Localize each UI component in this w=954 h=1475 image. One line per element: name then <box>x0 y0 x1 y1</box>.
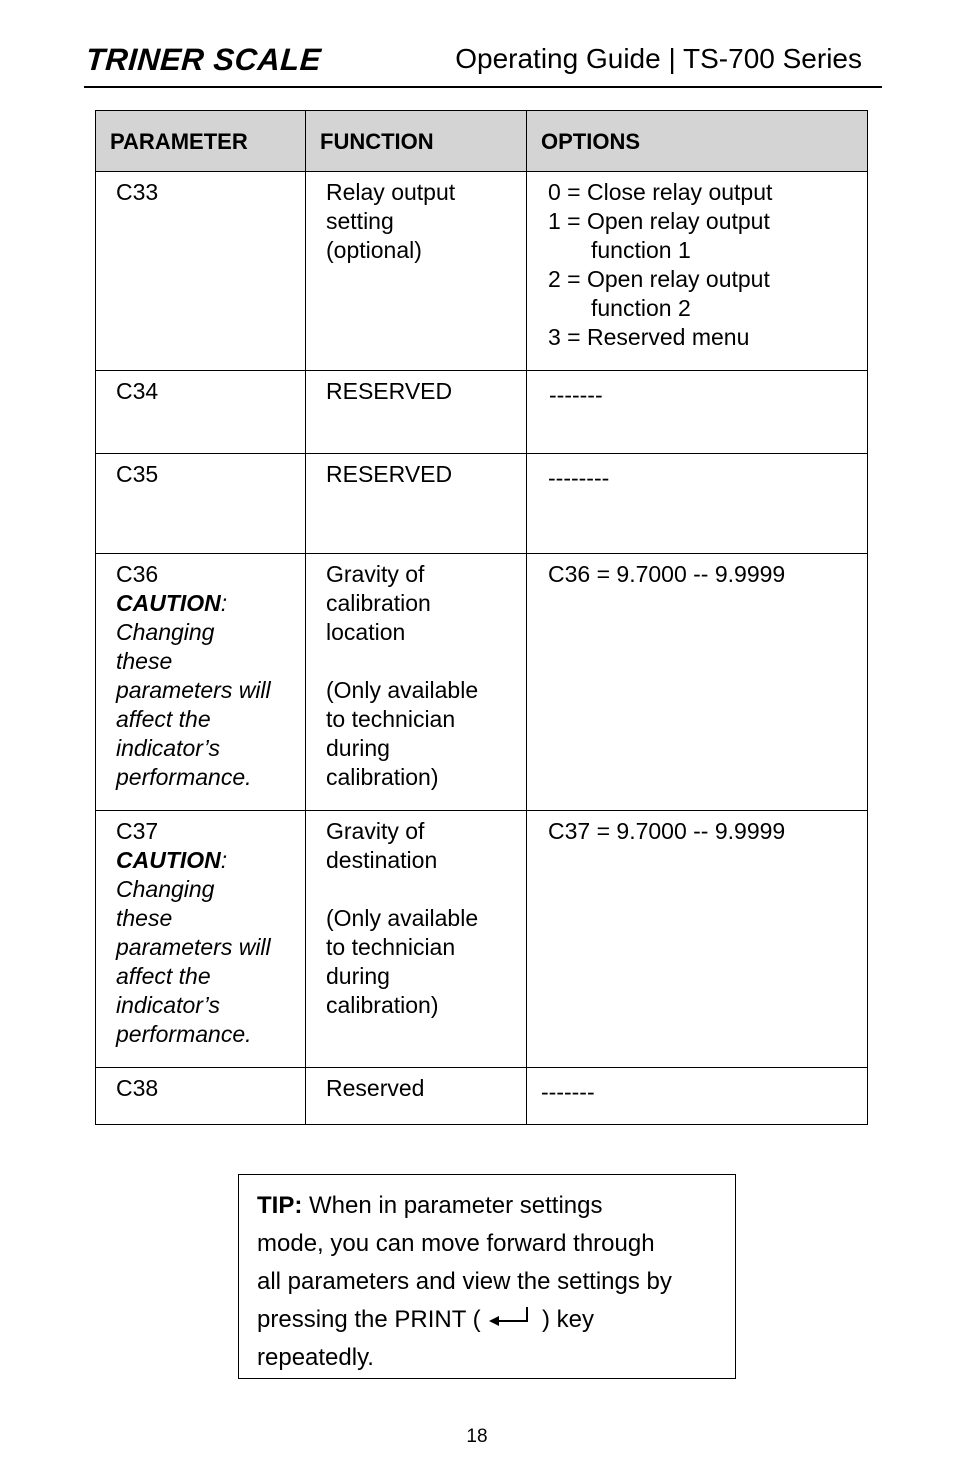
page-number: 18 <box>466 1426 488 1447</box>
tip-text: When in parameter settings <box>302 1192 603 1219</box>
options-value: ------- <box>541 1079 595 1105</box>
options-cell <box>527 454 868 554</box>
column-header-options: OPTIONS <box>527 111 868 172</box>
enter-arrow-icon <box>487 1304 535 1330</box>
parameter-cell: C35 <box>96 454 306 554</box>
guide-title: Operating Guide | TS-700 Series <box>455 43 862 74</box>
tip-text: all parameters and view the settings by <box>257 1268 672 1295</box>
options-cell <box>527 1068 868 1125</box>
function-cell: RESERVED <box>306 454 527 554</box>
page-header <box>84 40 882 88</box>
options-cell: C36 = 9.7000 -- 9.9999 <box>527 554 868 811</box>
table-header-row <box>96 111 868 172</box>
parameter-cell: C33 <box>96 172 306 371</box>
options-value: -------- <box>548 465 610 491</box>
parameter-table <box>95 110 868 1125</box>
option-line: 3 = Reserved menu <box>548 324 750 350</box>
parameter-cell: C36 CAUTION: Changing these parameters will affect the indicator’s performance. <box>96 554 306 811</box>
parameter-code: C37 <box>116 818 159 844</box>
tip-text: repeatedly. <box>257 1344 374 1371</box>
option-continuation: function 1 <box>591 237 691 263</box>
parameter-cell: C34 <box>96 371 306 454</box>
table-row <box>96 554 868 811</box>
options-cell <box>527 371 868 454</box>
caution-label: CAUTION <box>116 847 221 873</box>
function-cell: Gravity of calibration location (Only available to technician during calibration) <box>306 554 527 811</box>
tip-label: TIP: <box>257 1192 303 1219</box>
brand-logo: TRINER SCALE <box>84 42 323 77</box>
tip-text: ) key <box>541 1306 594 1333</box>
function-cell: Reserved <box>306 1068 527 1125</box>
caution-text: Changing these parameters will affect the indicator’s performance. <box>116 619 271 790</box>
options-value: ------- <box>549 382 603 408</box>
table-row <box>96 371 868 454</box>
parameter-cell: C37 CAUTION: Changing these parameters will affect the indicator’s performance. <box>96 811 306 1068</box>
table-row <box>96 172 868 371</box>
parameter-code: C36 <box>116 561 159 587</box>
column-header-function: FUNCTION <box>306 111 527 172</box>
table-row <box>96 1068 868 1125</box>
option-line: 2 = Open relay output <box>548 266 770 292</box>
function-cell: Relay output setting (optional) <box>306 172 527 371</box>
option-line: 0 = Close relay output <box>548 179 773 205</box>
caution-label: CAUTION <box>116 590 221 616</box>
tip-box <box>238 1174 736 1379</box>
options-cell <box>527 172 868 371</box>
caution-text: Changing these parameters will affect the indicator’s performance. <box>116 876 271 1047</box>
table-row <box>96 454 868 554</box>
tip-text: mode, you can move forward through <box>257 1230 655 1257</box>
column-header-parameter: PARAMETER <box>96 111 306 172</box>
parameter-cell: C38 <box>96 1068 306 1125</box>
options-cell: C37 = 9.7000 -- 9.9999 <box>527 811 868 1068</box>
tip-text: pressing the PRINT ( <box>257 1306 481 1333</box>
function-cell: RESERVED <box>306 371 527 454</box>
option-continuation: function 2 <box>591 295 691 321</box>
option-line: 1 = Open relay output <box>548 208 770 234</box>
function-cell: Gravity of destination (Only available to technician during calibration) <box>306 811 527 1068</box>
table-row <box>96 811 868 1068</box>
